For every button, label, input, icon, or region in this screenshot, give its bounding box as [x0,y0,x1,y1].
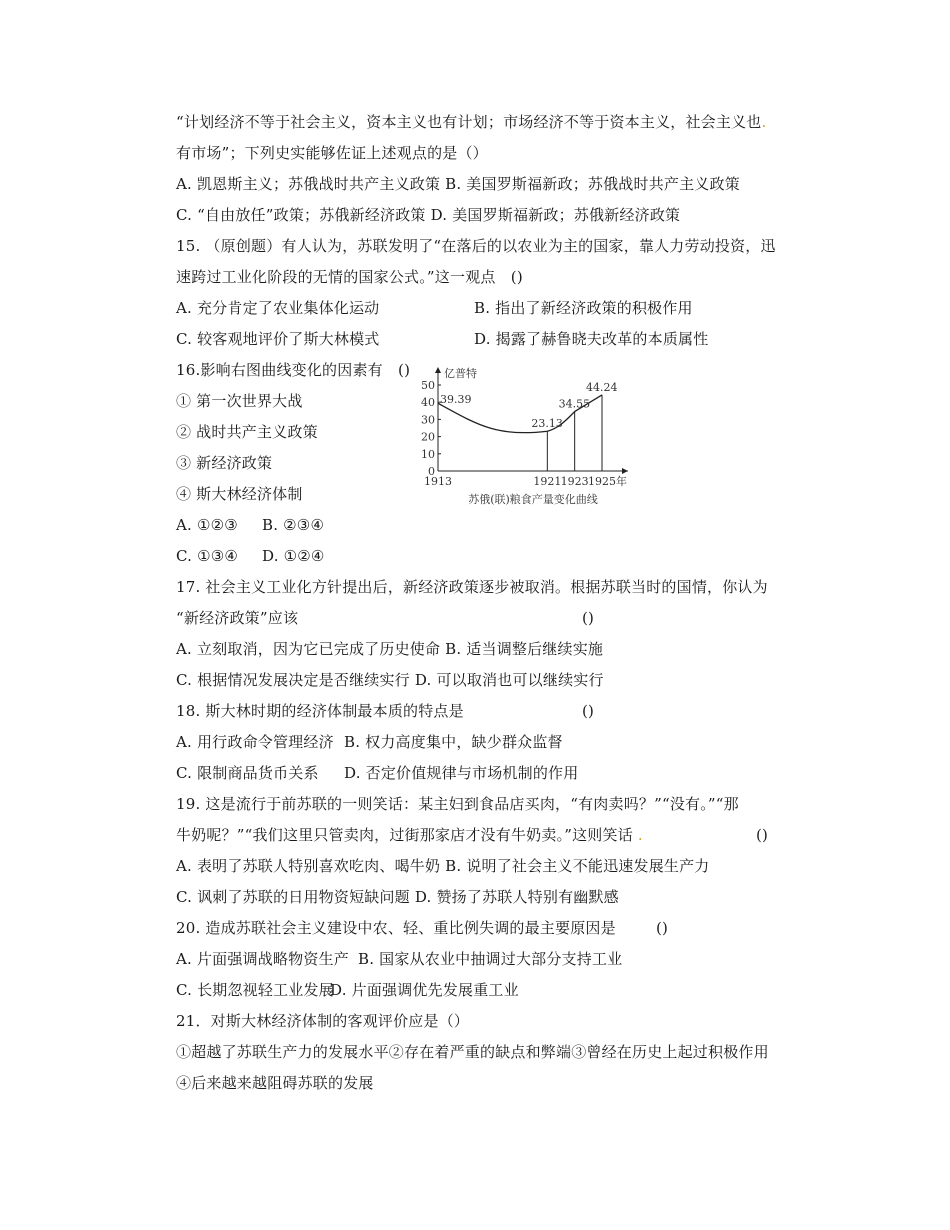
q16-item-2: ② 战时共产主义政策 [176,423,318,441]
q15-option-c: C. 较客观地评价了斯大林模式 [176,330,380,348]
q19-answer-paren: () [756,826,769,844]
y-tick-label: 40 [421,396,435,410]
q20-option-c: C. 长期忽视轻工业发展 [176,981,334,999]
q21-items-line2: ④后来越来越阻碍苏联的发展 [176,1074,374,1092]
q17-options-cd: C. 根据情况发展决定是否继续实行 D. 可以取消也可以继续实行 [176,671,604,689]
q14-stem-line1: “计划经济不等于社会主义，资本主义也有计划；市场经济不等于资本主义，社会主义也. [176,113,767,131]
q16-item-4: ④ 斯大林经济体制 [176,485,303,503]
y-tick-label: 50 [421,379,435,392]
q20-option-a: A. 片面强调战略物资生产 [176,950,349,968]
q16-item-1: ① 第一次世界大战 [176,392,303,410]
x-tick-label: 1921 [533,475,562,488]
q17-stem-line1: 17. 社会主义工业化方针提出后，新经济政策逐步被取消。根据苏联当时的国情，你认为 [176,578,768,596]
y-tick-label: 20 [421,430,435,444]
y-tick-label: 0 [428,465,435,478]
y-tick-label: 30 [421,413,435,427]
q17-options-ab: A. 立刻取消，因为它已完成了历史使命 B. 适当调整后继续实施 [176,640,604,658]
q18-answer-paren: () [582,702,595,720]
grain-output-chart [418,365,638,510]
x-axis-arrow [622,468,628,474]
q21-items-line1: ①超越了苏联生产力的发展水平②存在着严重的缺点和弊端③曾经在历史上起过积极作用 [176,1043,769,1061]
q21-stem: 21．对斯大林经济体制的客观评价应是（） [176,1012,470,1030]
q18-option-a: A. 用行政命令管理经济 [176,733,334,751]
q19-options-cd: C. 讽刺了苏联的日用物资短缺问题 D. 赞扬了苏联人特别有幽默感 [176,888,619,906]
q14-options-cd: C. “自由放任”政策；苏俄新经济政策 D. 美国罗斯福新政；苏俄新经济政策 [176,206,681,224]
q15-stem-line1: 15. （原创题）有人认为，苏联发明了“在落后的以农业为主的国家，靠人力劳动投资，迅 [176,237,776,255]
x-axis-label: 年 [616,475,627,488]
q18-stem: 18. 斯大林时期的经济体制最本质的特点是 [176,702,464,720]
q18-option-d: D. 否定价值规律与市场机制的作用 [344,764,579,782]
q17-answer-paren: () [582,609,595,627]
q16-item-3: ③ 新经济政策 [176,454,273,472]
q19-options-ab: A. 表明了苏联人特别喜欢吃肉、喝牛奶 B. 说明了社会主义不能迅速发展生产力 [176,857,710,875]
x-tick-label: 1913 [424,475,452,488]
data-label: 34.55 [558,397,591,411]
data-label: 44.24 [586,380,618,394]
q18-option-c: C. 限制商品货币关系 [176,764,319,782]
q14-options-ab: A. 凯恩斯主义；苏俄战时共产主义政策 B. 美国罗斯福新政；苏俄战时共产主义政策 [176,175,740,193]
q15-option-a: A. 充分肯定了农业集体化运动 [176,299,380,317]
x-tick-label: 1925 [588,475,616,488]
q16-option-b: B. ②③④ [262,516,325,534]
q20-option-d: D. 片面强调优先发展重工业 [330,981,519,999]
q15-option-b: B. 指出了新经济政策的积极作用 [474,299,693,317]
q20-option-b: B. 国家从农业中抽调过大部分支持工业 [358,950,623,968]
q16-option-c: C. ①③④ [176,547,239,565]
data-label: 23.13 [531,417,563,431]
q16-option-a: A. ①②③ [176,516,238,534]
q20-answer-paren: () [656,919,669,937]
y-tick-label: 10 [421,447,435,461]
chart-title: 苏俄(联)粮食产量变化曲线 [468,493,598,506]
y-axis-arrow [435,367,441,373]
q18-option-b: B. 权力高度集中，缺少群众监督 [344,733,563,751]
q19-stem-line1: 19. 这是流行于前苏联的一则笑话：某主妇到食品店买肉，“有肉卖吗？”“没有。”“那 [176,795,739,813]
q20-stem: 20. 造成苏联社会主义建设中农、轻、重比例失调的最主要原因是 [176,919,616,937]
data-label: 39.39 [440,393,472,407]
q14-stem-line2: 有市场”；下列史实能够佐证上述观点的是（） [176,144,488,162]
q16-stem: 16.影响右图曲线变化的因素有 () [176,361,411,379]
y-axis-label: 亿普特 [444,367,477,380]
q16-option-d: D. ①②④ [262,547,325,565]
q17-stem-line2: “新经济政策”应该 [176,609,299,627]
x-tick-label: 1923 [560,475,589,488]
q15-stem-line2: 速跨过工业化阶段的无情的国家公式。”这一观点 () [176,268,523,286]
q19-stem-line2: 牛奶呢？”“我们这里只管卖肉，过街那家店才没有牛奶卖。”这则笑话 . [176,826,643,844]
q15-option-d: D. 揭露了赫鲁晓夫改革的本质属性 [474,330,709,348]
